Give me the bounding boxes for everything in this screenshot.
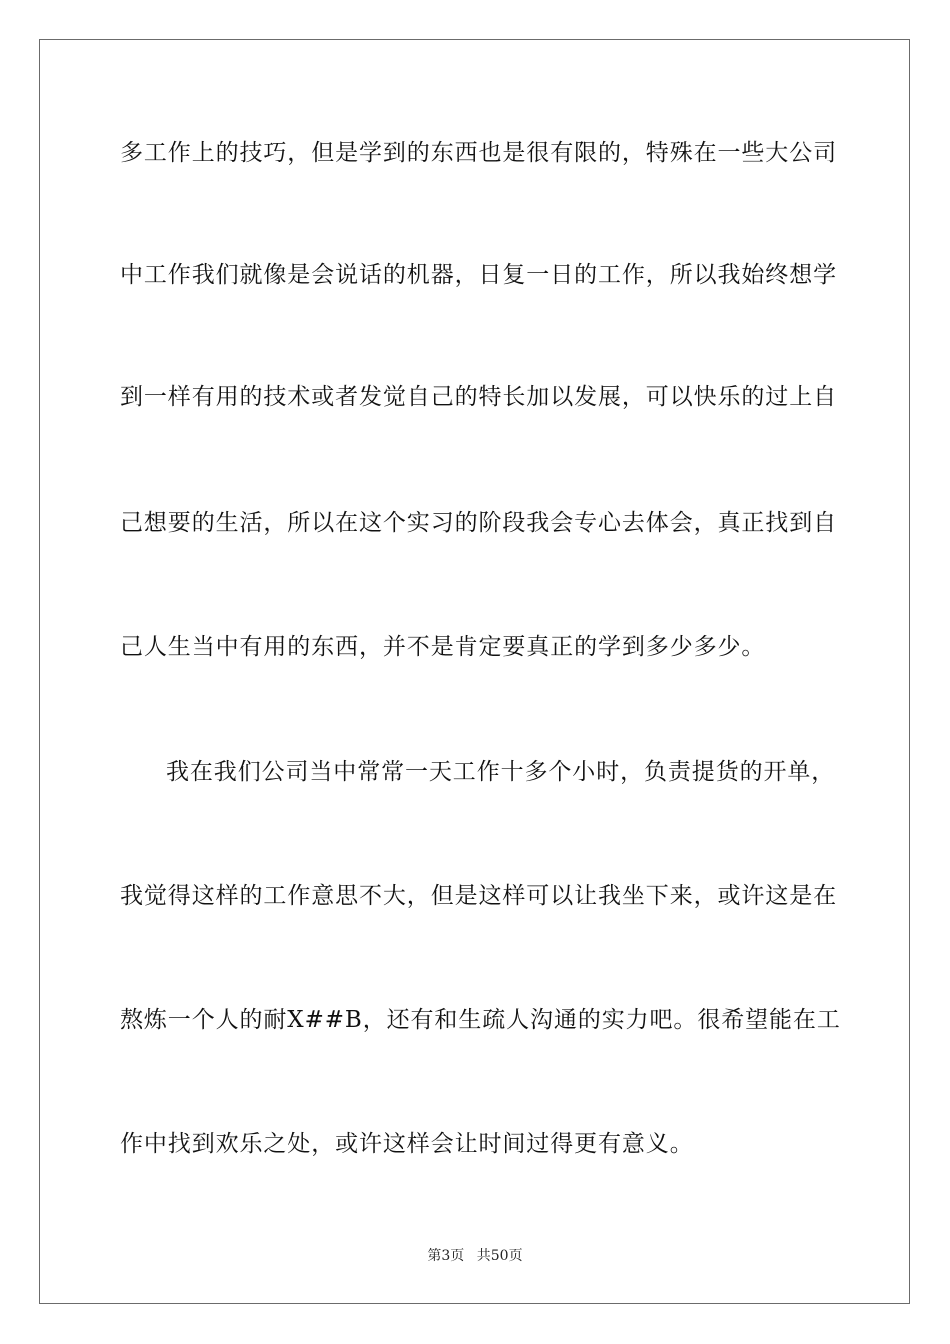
text-line: 多工作上的技巧，但是学到的东西也是很有限的，特殊在一些大公司 xyxy=(120,140,837,166)
text-line: 己人生当中有用的东西，并不是肯定要真正的学到多少多少。 xyxy=(120,634,766,660)
text-line: 己想要的生活，所以在这个实习的阶段我会专心去体会，真正找到自 xyxy=(120,510,837,536)
page-border xyxy=(39,39,910,1304)
page-total: 共50页 xyxy=(476,1248,523,1264)
text-line: 熬炼一个人的耐X##B，还有和生疏人沟通的实力吧。很希望能在工 xyxy=(120,1007,841,1033)
paragraph-first-line: 我在我们公司当中常常一天工作十多个小时，负责提货的开单， xyxy=(166,759,836,785)
text-line: 作中找到欢乐之处，或许这样会让时间过得更有意义。 xyxy=(120,1131,694,1157)
text-line: 中工作我们就像是会说话的机器，日复一日的工作，所以我始终想学 xyxy=(120,262,837,288)
page-footer xyxy=(0,1247,950,1265)
page-number: 第3页 xyxy=(427,1248,465,1264)
text-line: 到一样有用的技术或者发觉自己的特长加以发展，可以快乐的过上自 xyxy=(120,384,837,410)
text-line: 我觉得这样的工作意思不大，但是这样可以让我坐下来，或许这是在 xyxy=(120,883,837,909)
